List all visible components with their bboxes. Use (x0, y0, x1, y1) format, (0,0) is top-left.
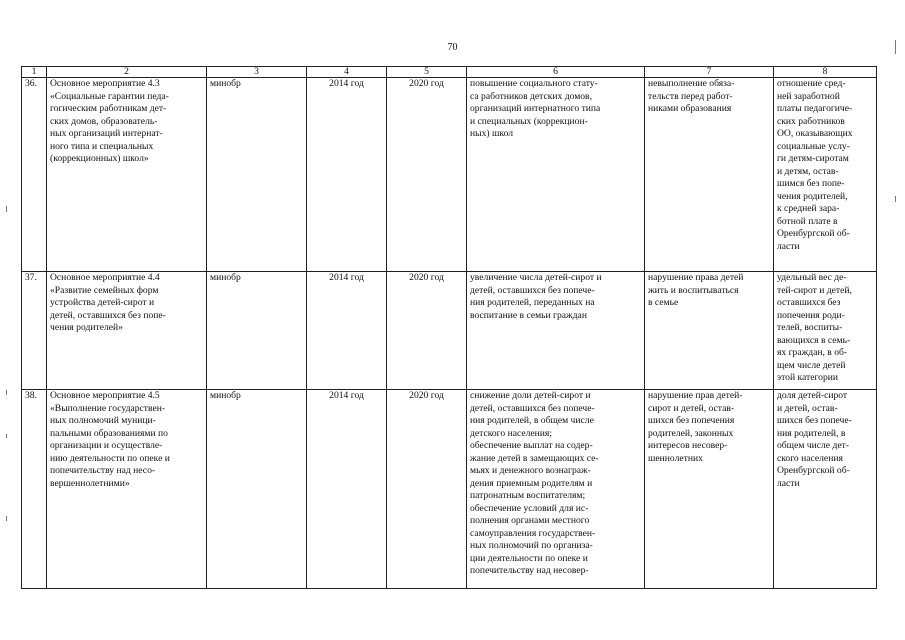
executor: минобр (207, 78, 307, 272)
program-measures-table (21, 66, 877, 589)
executor: минобр (207, 272, 307, 390)
measure-name: Основное мероприятие 4.4 «Развитие семейных форм устройства детей-сирот и детей, оставшихся без попе- чения родителей» (47, 272, 207, 390)
scan-margin-mark (895, 40, 896, 54)
column-header: 8 (774, 67, 877, 78)
column-header: 5 (387, 67, 467, 78)
end-year: 2020 год (387, 272, 467, 390)
end-year: 2020 год (387, 78, 467, 272)
start-year: 2014 год (307, 78, 387, 272)
column-header: 4 (307, 67, 387, 78)
end-year: 2020 год (387, 390, 467, 589)
row-number: 38. (22, 390, 47, 589)
column-header: 3 (207, 67, 307, 78)
expected-result: увеличение числа детей-сирот и детей, оставшихся без попече- ния родителей, переданных на воспитание в семьи граждан (467, 272, 645, 390)
row-number: 36. (22, 78, 47, 272)
table-row (22, 78, 877, 272)
non-implementation-consequence: нарушение права детей жить и воспитываться в семье (645, 272, 774, 390)
column-number-header-row (22, 67, 877, 78)
table-row (22, 272, 877, 390)
expected-result: повышение социального стату- са работников детских домов, организаций интернатного типа и специальных (коррекцион- ных) школ (467, 78, 645, 272)
column-header: 1 (22, 67, 47, 78)
measure-name: Основное мероприятие 4.3 «Социальные гарантии педа- гогическим работникам дет- ских домов, образователь- ных организаций интернат- ного типа и специальных (коррекционных) школ» (47, 78, 207, 272)
executor: минобр (207, 390, 307, 589)
column-header: 7 (645, 67, 774, 78)
scan-margin-mark (6, 206, 7, 212)
page-number: 70 (447, 42, 458, 53)
related-indicator: доля детей-сирот и детей, остав- шихся без попече- ния родителей, в общем числе дет- ского населения Оренбургской об- ласти (774, 390, 877, 589)
non-implementation-consequence: нарушение прав детей- сирот и детей, остав- шихся без попечения родителей, законных интересов несовер- шеннолетних (645, 390, 774, 589)
column-header: 2 (47, 67, 207, 78)
measure-name: Основное мероприятие 4.5 «Выполнение государствен- ных полномочий муници- пальными образованиями по организации и осуществле- нию деятельности по опеке и попечительству над несо- вершеннолетними» (47, 390, 207, 589)
row-number: 37. (22, 272, 47, 390)
start-year: 2014 год (307, 272, 387, 390)
column-header: 6 (467, 67, 645, 78)
related-indicator: удельный вес де- тей-сирот и детей, оставшихся без попечения роди- телей, воспиты- вающихся в семь- ях граждан, в об- щем числе детей этой категории (774, 272, 877, 390)
start-year: 2014 год (307, 390, 387, 589)
expected-result: снижение доли детей-сирот и детей, оставшихся без попече- ния родителей, в общем числе детского населения; обеспечение выплат на содер- жание детей в замещающих се- мьях и денежного вознаграж- дения приемным родителям и патронатным воспитателям; обеспечение условий для ис- полнения органами местного самоуправления государствен- ных полномочий по организа- ции деятельности по опеке и попечительству над несовер- (467, 390, 645, 589)
scan-margin-mark (895, 196, 896, 202)
related-indicator: отношение сред- ней заработной платы педагогиче- ских работников ОО, оказывающих социальные услу- ги детям-сиротам и детям, остав- шимся без попе- чения родителей, к средней зара- ботной плате в Оренбургской об- ласти (774, 78, 877, 272)
table-row (22, 390, 877, 589)
non-implementation-consequence: невыполнение обяза- тельств перед работ- никами образования (645, 78, 774, 272)
scan-margin-mark (6, 516, 7, 521)
scan-margin-mark (6, 434, 7, 438)
scan-margin-mark (6, 390, 7, 395)
